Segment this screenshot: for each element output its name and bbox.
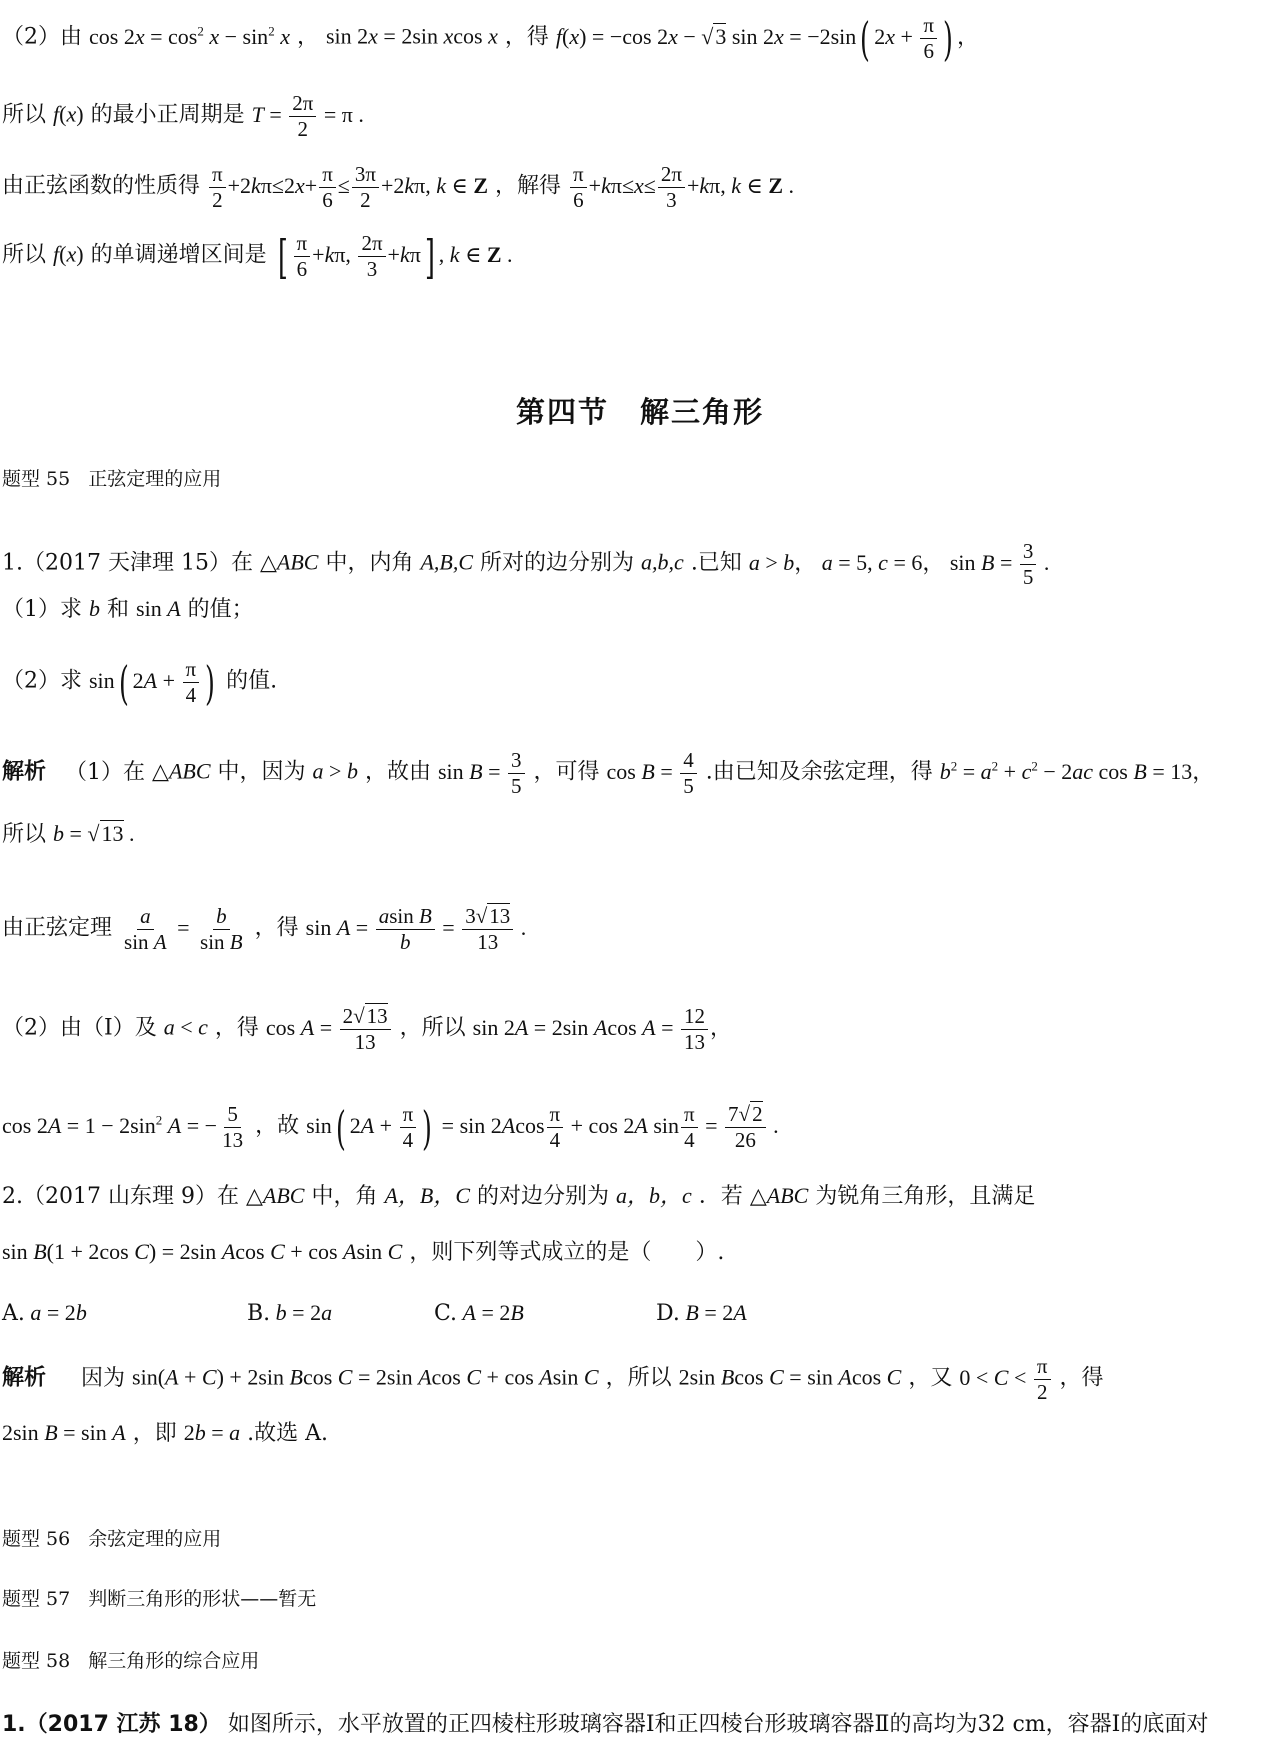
option-label: C. <box>434 1301 458 1326</box>
formula: a < c <box>163 1014 208 1040</box>
formula: $\frac{a}{\text{sin A}}$ = $\frac{b}{\text{sin B}}$ <box>124 904 243 955</box>
formula: f(x) <box>53 101 84 127</box>
type-name: 解三角形的综合应用 <box>88 1650 260 1672</box>
text: 的单调递增区间是 <box>90 242 267 268</box>
text: （1）求 <box>2 597 82 622</box>
option-d: D. B = 2A <box>656 1300 747 1326</box>
formula: a > b <box>312 758 358 784</box>
problem-2-solution-2 <box>2 1422 328 1445</box>
type-heading-58 <box>2 1652 259 1671</box>
formula: T = $\frac{2\pi}{2}$ = π . <box>251 91 364 142</box>
type-heading-57 <box>2 1590 316 1609</box>
text: 所以 <box>2 102 47 128</box>
formula: sin A <box>136 596 181 621</box>
formula: sin( 2A + $\frac{\pi}{4}$ ) <box>89 655 216 710</box>
text: 由正弦定理 <box>2 915 113 941</box>
text: ，即 <box>132 1421 177 1446</box>
text: 的值. <box>226 668 278 694</box>
text: .由已知及余弦定理，得 <box>705 759 933 785</box>
text: ，得 <box>1059 1365 1104 1391</box>
option-label: D. <box>656 1301 680 1326</box>
formula: sin( 2A + $\frac{\pi}{4}$ ) = sin 2Acos $\frac{\pi}{4}$ + cos 2A sin $\frac{\pi}{4}$ = $\frac{7√2}{26}$ . <box>306 1100 779 1155</box>
type-label: 题型 57 <box>2 1588 71 1610</box>
problem-1-solution-5 <box>2 1100 779 1155</box>
solution-label: 解析 <box>2 1365 47 1391</box>
problem-1-solution-1 <box>2 749 1214 798</box>
text: ．若 <box>698 1184 743 1209</box>
prev-line-3 <box>2 163 794 212</box>
text: （2）由（Ⅰ）及 <box>2 1015 157 1041</box>
formula: $\cos 2x = \cos^2 x - \sin^2 x$ <box>89 23 290 49</box>
formula: a,b,c <box>641 549 684 575</box>
text: .故选 A. <box>247 1421 328 1446</box>
text: （1）在 <box>65 759 146 785</box>
text: 中，角 <box>311 1184 378 1209</box>
text: ，则下列等式成立的是（ ）. <box>409 1240 725 1265</box>
text: ，得 <box>214 1015 259 1041</box>
text: ，可得 <box>533 759 600 785</box>
type-name: 正弦定理的应用 <box>88 468 222 490</box>
option-label: B. <box>247 1301 271 1326</box>
formula: 2sin B = sin A <box>2 1420 126 1445</box>
text: 的对边分别为 <box>477 1184 610 1209</box>
option-a: A. a = 2b <box>2 1300 87 1326</box>
solution-label: 解析 <box>2 759 47 785</box>
formula: $\frac{\pi}{6}$ +kπ≤x≤ $\frac{2\pi}{3}$ +kπ, k ∈ Z . <box>568 173 794 198</box>
text: 所对的边分别为 <box>480 550 635 576</box>
formula: 2sin Bcos C = sin Acos C <box>678 1364 902 1390</box>
text: ，解得 <box>495 173 562 199</box>
formula: 2b = a <box>183 1420 241 1445</box>
text: 如图所示，水平放置的正四棱柱形玻璃容器Ⅰ和正四棱台形玻璃容器Ⅱ的高均为32 cm，容器Ⅰ的底面对 <box>227 1712 1209 1737</box>
problem-2-solution <box>2 1355 1104 1404</box>
text: 的值； <box>187 597 254 622</box>
formula: a，b，c <box>616 1183 692 1208</box>
text: 和 <box>107 597 130 622</box>
text: （2）由 <box>2 24 82 50</box>
formula: sin B = $\frac{3}{5}$ <box>438 759 527 784</box>
type-label: 题型 55 <box>2 468 71 490</box>
text: ，故 <box>255 1113 300 1139</box>
formula: b = √13 . <box>53 821 135 846</box>
text: ，故由 <box>364 759 431 785</box>
formula: cos A = $\frac{2√13}{13}$ <box>266 1015 393 1040</box>
text: .已知 <box>690 550 742 576</box>
formula: A，B，C <box>384 1183 471 1208</box>
formula: $\cos 2A = 1 - 2\sin^2$ A = − $\frac{5}{13}$ <box>2 1102 244 1153</box>
text: 1.（2017 天津理 15）在 <box>2 550 253 576</box>
text: 2.（2017 山东理 9）在 <box>2 1184 239 1209</box>
text: ， <box>296 24 319 50</box>
text: 由正弦函数的性质得 <box>2 173 201 199</box>
type-heading-56 <box>2 1530 221 1549</box>
problem-1-solution-2 <box>2 823 135 846</box>
text: ，所以 <box>399 1015 466 1041</box>
formula: cos B = $\frac{4}{5}$ <box>607 759 699 784</box>
type-label: 题型 58 <box>2 1650 71 1672</box>
prev-line-4 <box>2 229 513 284</box>
text: 因为 <box>81 1365 126 1391</box>
formula: f(x) <box>53 241 84 267</box>
prev-line-1 <box>2 11 979 66</box>
formula: A,B,C <box>420 549 474 575</box>
option-b: B. b = 2a <box>247 1300 333 1326</box>
text: 所以 <box>2 822 47 847</box>
problem-1-stem <box>2 540 1049 589</box>
formula: sin 2x = 2sin xcos x <box>325 23 498 49</box>
formula: $\frac{\pi}{2}$ +2kπ≤2x+ $\frac{\pi}{6}$ ≤ $\frac{3\pi}{2}$ +2kπ, k ∈ Z <box>207 173 488 198</box>
text: 中，内角 <box>325 550 414 576</box>
formula: △ABC <box>749 1183 809 1208</box>
problem-2-stem <box>2 1185 1035 1208</box>
formula: △ABC <box>245 1183 305 1208</box>
problem-3-stem <box>2 1714 1208 1736</box>
formula: 0 < C < $\frac{\pi}{2}$ <box>959 1365 1052 1390</box>
type-name: 余弦定理的应用 <box>88 1528 222 1550</box>
type-name: 判断三角形的形状——暂无 <box>88 1588 317 1610</box>
text: ，得 <box>504 24 549 50</box>
problem-1-q2 <box>2 655 278 710</box>
option-label: A. <box>2 1301 25 1326</box>
text: （2）求 <box>2 668 82 694</box>
option-c: C. A = 2B <box>434 1300 524 1326</box>
text: 的最小正周期是 <box>90 102 245 128</box>
formula: sin B(1 + 2cos C) = 2sin Acos C + cos Asin C <box>2 1239 403 1264</box>
text: 为锐角三角形，且满足 <box>815 1184 1036 1209</box>
formula: sin(A + C) + 2sin Bcos C = 2sin Acos C + cos Asin C <box>132 1364 599 1390</box>
section-title: 第四节 解三角形 <box>515 395 764 429</box>
text: ，所以 <box>605 1365 672 1391</box>
formula: △ABC <box>259 549 319 575</box>
formula: sin 2A = 2sin Acos A = $\frac{12}{13}$ ， <box>472 1004 733 1055</box>
formula: [ $\frac{\pi}{6}$ +kπ, $\frac{2\pi}{3}$ +kπ] , k ∈ Z . <box>277 229 513 284</box>
problem-1-solution-4 <box>2 1005 732 1054</box>
problem-1-q1 <box>2 598 254 621</box>
formula: $b^2 = a^2 + c^2 - 2ac$ cos B = 13， <box>939 758 1215 784</box>
formula: sin A = $\frac{\text{asin B}}{b}$ = $\frac{3√13}{13}$ . <box>305 904 527 955</box>
problem-2-stem-2 <box>2 1241 724 1264</box>
formula: a > b， a = 5, c = 6， sin B = $\frac{3}{5}$ . <box>748 539 1050 590</box>
type-label: 题型 56 <box>2 1528 71 1550</box>
text: ，又 <box>908 1365 953 1391</box>
type-heading-55 <box>2 470 221 489</box>
prev-line-2 <box>2 92 364 141</box>
text: 中，因为 <box>217 759 306 785</box>
formula: △ABC <box>152 758 211 784</box>
problem-1-solution-3 <box>2 905 526 954</box>
formula: b <box>89 596 100 621</box>
text: ，得 <box>254 915 299 941</box>
text: 所以 <box>2 242 47 268</box>
formula: f(x) = −cos 2x − √3 sin 2x = −2sin( 2x + $\frac{\pi}{6}$ ) ， <box>555 11 979 66</box>
problem-head: 1.（2017 江苏 18） <box>2 1712 221 1737</box>
